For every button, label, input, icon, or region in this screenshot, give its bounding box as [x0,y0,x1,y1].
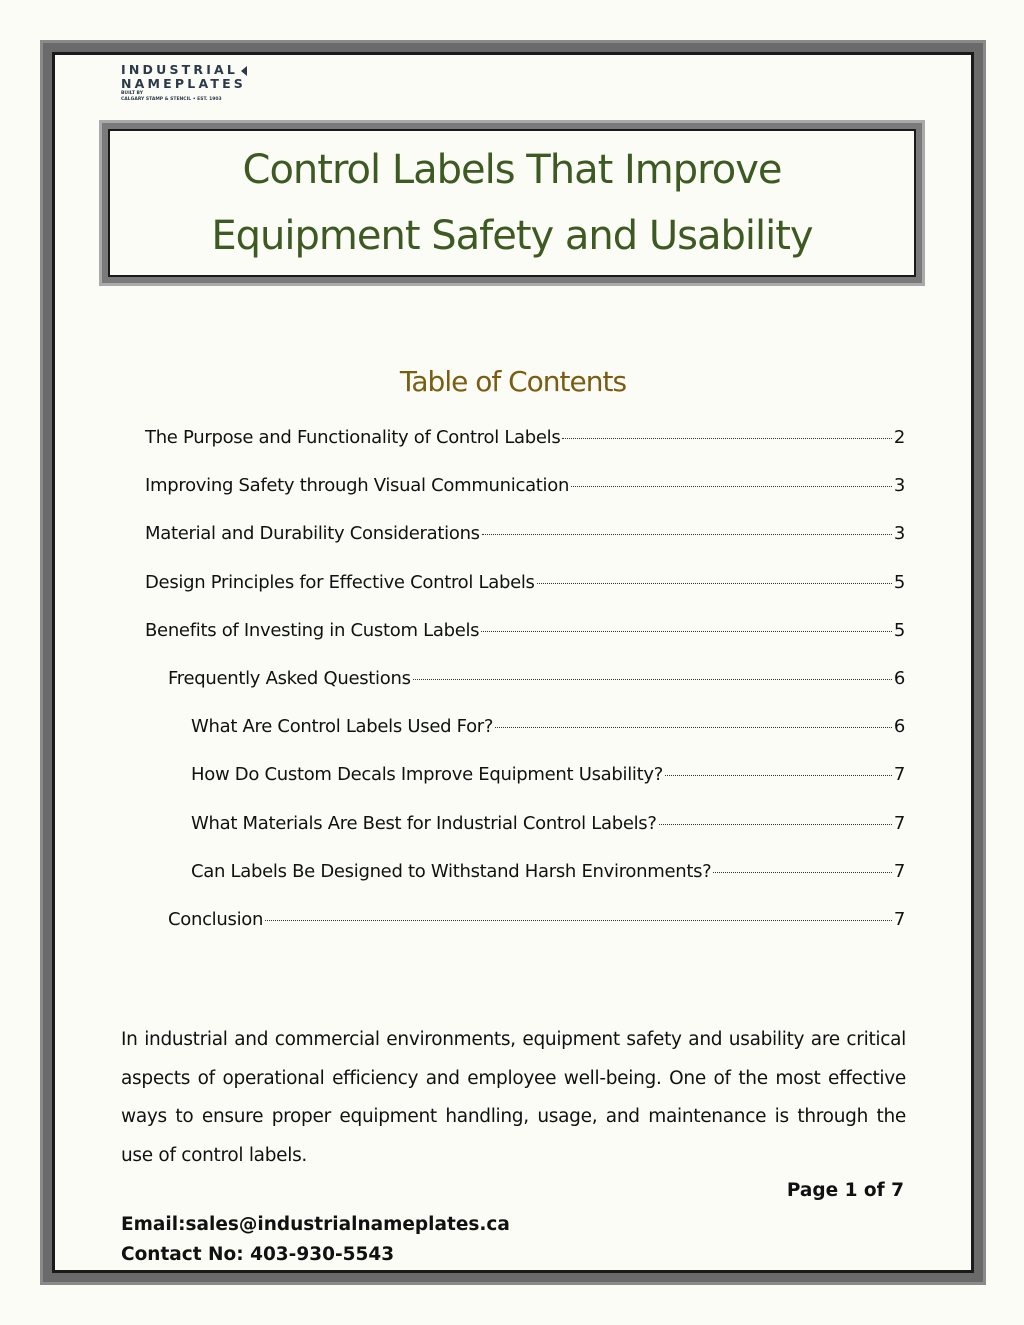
page-frame [40,40,986,1285]
intro-paragraph: In industrial and commercial environments, equipment safety and usability are critical aspects of operational efficiency and employee well-being. One of the most effective ways to ensure proper equipment handling, usage, and maintenance is through the use of control labels. [121,1029,906,1166]
toc-entry[interactable] [145,620,905,668]
contact-block [121,1210,510,1270]
toc-leader [665,775,892,776]
toc-entry-text: Benefits of Investing in Custom Labels [145,619,480,641]
toc-entry[interactable] [145,861,905,909]
toc-entry[interactable] [145,909,905,957]
toc-entry[interactable] [145,716,905,764]
toc-entry[interactable] [145,475,905,523]
toc-entry-page: 7 [893,908,905,930]
toc-entry-text: Conclusion [168,908,264,930]
page-title-line-1: Control Labels That Improve [242,147,782,193]
logo-sub-1: BUILT BY [121,91,143,96]
toc-entry-page: 3 [893,475,905,497]
toc-entry-text: Can Labels Be Designed to Withstand Harsh Environments? [191,860,712,882]
toc-entry-page: 7 [893,860,905,882]
toc-entry-page: 2 [893,427,905,448]
toc-leader [659,824,892,825]
page-number: Page 1 of 7 [786,1180,904,1201]
toc-entry[interactable] [145,813,905,861]
page-content [52,52,974,1273]
contact-email[interactable]: Email:sales@industrialnameplates.ca [121,1214,510,1235]
toc-leader [265,920,892,921]
title-box [99,120,925,286]
toc-entry-page: 5 [893,571,905,593]
logo-line-2: NAMEPLATES [121,76,247,91]
logo-sub-2: CALGARY STAMP & STENCIL • EST. 1903 [121,97,222,102]
company-logo [121,63,281,113]
toc-leader [413,679,892,680]
toc-leader [495,727,892,728]
page-title-line-2: Equipment Safety and Usability [211,213,813,259]
toc-entry-text: Design Principles for Effective Control Labels [145,571,535,593]
logo-line-1: INDUSTRIAL [121,62,239,77]
toc-entry-text: Improving Safety through Visual Communication [145,475,570,497]
toc-entry-text: Frequently Asked Questions [168,667,411,689]
toc-leader [562,438,891,439]
toc-entry[interactable] [145,668,905,716]
toc-entry-text: The Purpose and Functionality of Control Labels [145,427,561,448]
toc-entry-page: 5 [893,619,905,641]
toc-entry-page: 6 [893,716,905,738]
toc-entry-page: 7 [893,764,905,786]
toc-entry-page: 7 [893,812,905,834]
contact-phone[interactable]: Contact No: 403-930-5543 [121,1244,395,1265]
toc-entry-page: 6 [893,667,905,689]
toc-leader [482,534,892,535]
toc-entry[interactable] [145,572,905,620]
toc-entry[interactable] [145,523,905,571]
toc-entry-text: Material and Durability Considerations [145,523,480,545]
toc-entry[interactable] [145,764,905,812]
toc-entry-page: 3 [893,523,905,545]
toc-leader [571,486,892,487]
logo-mark-icon [241,66,247,76]
toc-entry-text: What Are Control Labels Used For? [191,716,494,738]
table-of-contents [145,427,905,957]
toc-leader [481,631,892,632]
toc-entry[interactable] [145,427,905,475]
toc-leader [537,583,892,584]
toc-heading: Table of Contents [399,365,627,398]
toc-leader [713,872,891,873]
toc-entry-text: How Do Custom Decals Improve Equipment Usability? [191,764,663,786]
toc-entry-text: What Materials Are Best for Industrial Control Labels? [191,812,657,834]
